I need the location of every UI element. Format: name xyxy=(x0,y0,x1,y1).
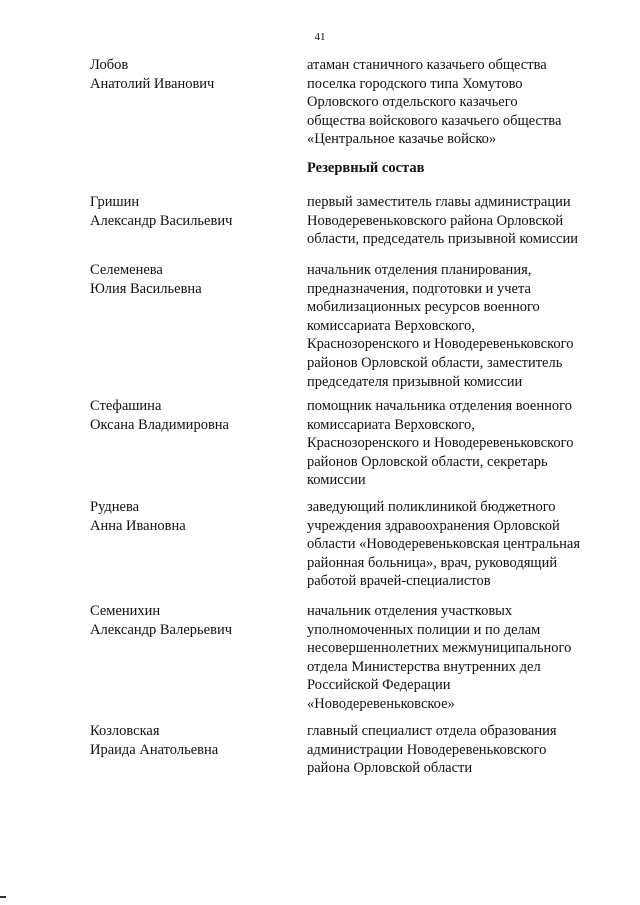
role-line: начальник отделения планирования, xyxy=(307,262,532,278)
role-line: несовершеннолетних межмуниципального xyxy=(307,640,572,657)
member-surname: Козловская xyxy=(90,723,160,739)
role-line: «Новодеревеньковское» xyxy=(307,695,455,712)
role-line: комиссариата Верховского, xyxy=(307,317,475,334)
member-name xyxy=(90,722,290,759)
member-name xyxy=(90,498,290,535)
member-role xyxy=(307,498,607,591)
member-surname: Руднева xyxy=(90,499,140,515)
role-line: поселка городского типа Хомутово xyxy=(307,75,523,92)
role-line: отдела Министерства внутренних дел xyxy=(307,658,541,675)
role-line: общества войскового казачьего общества xyxy=(307,112,562,129)
member-role xyxy=(307,397,607,490)
role-line: Краснозоренского и Новодеревеньковского xyxy=(307,336,574,353)
role-line: работой врачей-специалистов xyxy=(307,573,491,590)
role-line: начальник отделения участковых xyxy=(307,603,513,619)
role-line: области, председатель призывной комиссии xyxy=(307,231,578,248)
role-line: «Центральное казачье войско» xyxy=(307,131,497,148)
role-line: учреждения здравоохранения Орловской xyxy=(307,517,560,534)
role-line: области «Новодеревеньковская центральная xyxy=(307,536,581,553)
role-line: администрации Новодеревеньковского xyxy=(307,741,547,758)
member-role xyxy=(307,722,607,778)
member-surname: Гришин xyxy=(90,194,140,210)
member-surname: Стефашина xyxy=(90,398,162,414)
role-line: мобилизационных ресурсов военного xyxy=(307,299,540,316)
role-line: Краснозоренского и Новодеревеньковского xyxy=(307,435,574,452)
member-surname: Лобов xyxy=(90,57,129,73)
role-line: районная больница», врач, руководящий xyxy=(307,554,558,571)
member-given-names: Анна Ивановна xyxy=(90,517,186,534)
member-given-names: Александр Валерьевич xyxy=(90,621,232,638)
role-line: помощник начальника отделения военного xyxy=(307,398,572,414)
member-surname: Семенихин xyxy=(90,603,161,619)
member-given-names: Александр Васильевич xyxy=(90,212,233,229)
role-line: главный специалист отдела образования xyxy=(307,723,557,739)
role-line: Орловского отдельского казачьего xyxy=(307,94,518,111)
member-name xyxy=(90,261,290,298)
role-line: комиссариата Верховского, xyxy=(307,416,475,433)
role-line: атаман станичного казачьего общества xyxy=(307,57,547,73)
member-given-names: Юлия Васильевна xyxy=(90,280,202,297)
role-line: председателя призывной комиссии xyxy=(307,373,523,390)
member-given-names: Анатолий Иванович xyxy=(90,75,215,92)
member-given-names: Ираида Анатольевна xyxy=(90,741,219,758)
role-line: уполномоченных полиции и по делам xyxy=(307,621,541,638)
role-line: районов Орловской области, секретарь xyxy=(307,453,548,470)
scan-edge-mark xyxy=(0,896,6,898)
role-line: заведующий поликлиникой бюджетного xyxy=(307,499,556,515)
role-line: Новодеревеньковского района Орловской xyxy=(307,212,564,229)
member-role xyxy=(307,261,607,391)
member-surname: Селеменева xyxy=(90,262,163,278)
member-name xyxy=(90,397,290,434)
member-name xyxy=(90,193,290,230)
role-line: комиссии xyxy=(307,472,366,489)
role-line: первый заместитель главы администрации xyxy=(307,194,571,210)
member-role xyxy=(307,193,607,249)
role-line: предназначения, подготовки и учета xyxy=(307,280,531,297)
member-name xyxy=(90,602,290,639)
page-number: 41 xyxy=(314,31,326,43)
role-line: районов Орловской области, заместитель xyxy=(307,354,563,371)
member-name xyxy=(90,56,290,93)
role-line: Российской Федерации xyxy=(307,677,451,694)
section-heading: Резервный состав xyxy=(307,160,425,176)
member-role xyxy=(307,602,607,714)
member-given-names: Оксана Владимировна xyxy=(90,416,229,433)
member-role xyxy=(307,56,607,149)
role-line: района Орловской области xyxy=(307,760,473,777)
